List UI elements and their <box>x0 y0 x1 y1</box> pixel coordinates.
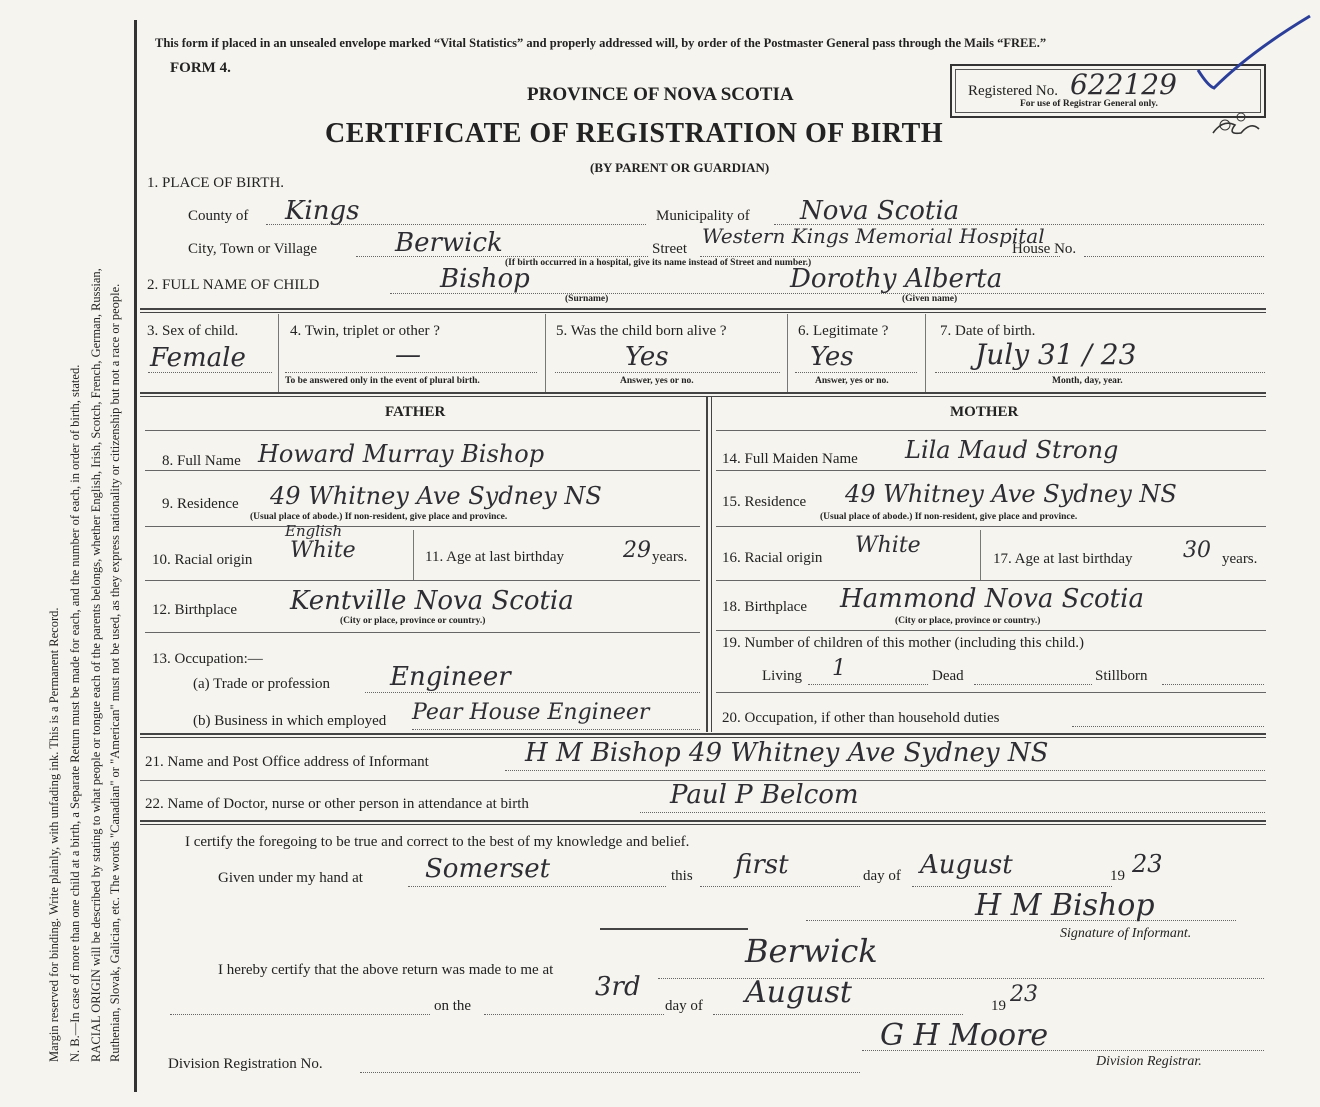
division-registrar-label: Division Registrar. <box>1096 1054 1202 1069</box>
mother-birthplace-note: (City or place, province or country.) <box>895 616 1041 626</box>
registrar-year-suffix: 23 <box>1010 982 1038 1007</box>
given-name-note: (Given name) <box>902 294 958 304</box>
certify-day: first <box>735 850 789 880</box>
registrar-note: For use of Registrar General only. <box>1020 99 1158 109</box>
business-value: Pear House Engineer <box>412 700 650 725</box>
given-label: Given under my hand at <box>218 870 363 886</box>
house-number-label: House No. <box>1012 241 1077 257</box>
mother-heading: MOTHER <box>950 404 1019 420</box>
mother-residence-value: 49 Whitney Ave Sydney NS <box>845 480 1177 508</box>
on-the-label: on the <box>434 998 472 1014</box>
certify-year-suffix: 23 <box>1132 850 1163 878</box>
twin-value: — <box>395 340 421 370</box>
living-label: Living <box>762 668 802 684</box>
surname-note: (Surname) <box>565 294 609 304</box>
certify-statement: I certify the foregoing to be true and correct to the best of my knowledge and belief. <box>185 834 690 850</box>
margin-rule <box>134 20 137 1092</box>
trade-value: Engineer <box>390 662 511 692</box>
mother-name-value: Lila Maud Strong <box>905 436 1119 464</box>
father-age-unit: years. <box>652 549 688 565</box>
sex-value: Female <box>150 343 246 373</box>
father-name-value: Howard Murray Bishop <box>258 440 545 468</box>
business-label: (b) Business in which employed <box>193 713 387 729</box>
municipality-label: Municipality of <box>656 208 750 224</box>
father-age-label: 11. Age at last birthday <box>425 549 564 565</box>
registrar-statement: I hereby certify that the above return was made to me at <box>218 962 554 978</box>
registrar-place: Berwick <box>745 932 878 970</box>
this-label: this <box>671 868 693 884</box>
binding-margin <box>0 0 135 1107</box>
mother-birthplace-value: Hammond Nova Scotia <box>840 584 1144 614</box>
mother-occupation-label: 20. Occupation, if other than household duties <box>722 710 1000 726</box>
father-residence-label: 9. Residence <box>162 496 239 512</box>
doctor-value: Paul P Belcom <box>670 780 859 810</box>
legitimate-note: Answer, yes or no. <box>815 376 889 386</box>
form-number: FORM 4. <box>170 60 231 76</box>
page-subtitle: (BY PARENT OR GUARDIAN) <box>590 160 770 175</box>
county-value: Kings <box>285 196 360 226</box>
hospital-note: (If birth occurred in a hospital, give its name instead of Street and number.) <box>505 258 812 268</box>
mail-notice: This form if placed in an unsealed envelope marked “Vital Statistics” and properly addressed will, by order of the Postmaster General pass through the Mails “FREE.” <box>155 36 1047 50</box>
father-race-value: White <box>290 538 356 563</box>
child-name-label: 2. FULL NAME OF CHILD <box>147 277 320 293</box>
informant-label: 21. Name and Post Office address of Informant <box>145 754 429 770</box>
living-value: 1 <box>832 656 846 681</box>
county-label: County of <box>188 208 249 224</box>
alive-value: Yes <box>625 342 669 372</box>
given-place: Somerset <box>425 854 551 884</box>
registrar-month: August <box>745 975 852 1010</box>
registrar-signature: G H Moore <box>880 1018 1049 1053</box>
father-residence-value: 49 Whitney Ave Sydney NS <box>270 482 602 510</box>
father-birthplace-note: (City or place, province or country.) <box>340 616 486 626</box>
mother-race-value: White <box>855 533 921 558</box>
informant-signature: H M Bishop <box>975 888 1155 923</box>
dead-label: Dead <box>932 668 964 684</box>
father-residence-note: (Usual place of abode.) If non-resident, give place and province. <box>250 512 508 522</box>
trade-label: (a) Trade or profession <box>193 676 331 692</box>
stillborn-label: Stillborn <box>1095 668 1148 684</box>
street-value: Western Kings Memorial Hospital <box>702 224 1045 248</box>
registered-label: Registered No. <box>968 83 1058 99</box>
informant-value: H M Bishop 49 Whitney Ave Sydney NS <box>525 738 1049 768</box>
father-race-extra: English <box>285 522 343 540</box>
father-age-value: 29 <box>623 538 651 563</box>
signature-label: Signature of Informant. <box>1060 926 1192 941</box>
child-surname: Bishop <box>440 264 530 294</box>
mother-residence-note: (Usual place of abode.) If non-resident, give place and province. <box>820 512 1078 522</box>
margin-note-racial-origin: RACIAL ORIGIN will be described by stating to what people or tongue each of the parents belongs, whether English, Irish, Scotch, French, German, Russian, <box>89 268 103 1062</box>
mother-age-value: 30 <box>1183 538 1211 563</box>
alive-note: Answer, yes or no. <box>620 376 694 386</box>
sex-label: 3. Sex of child. <box>147 323 239 339</box>
legitimate-label: 6. Legitimate ? <box>798 323 889 339</box>
registered-number: 622129 <box>1070 68 1177 101</box>
father-birthplace-value: Kentville Nova Scotia <box>290 586 574 616</box>
mother-age-unit: years. <box>1222 551 1258 567</box>
dob-note: Month, day, year. <box>1052 376 1123 386</box>
registrar-day: 3rd <box>595 972 641 1002</box>
certify-dayof-label: day of <box>863 868 901 884</box>
doctor-label: 22. Name of Doctor, nurse or other person in attendance at birth <box>145 796 529 812</box>
street-label: Street <box>652 241 687 257</box>
ink-stamp-icon <box>1205 95 1265 140</box>
registrar-dayof-label: day of <box>665 998 703 1014</box>
city-label: City, Town or Village <box>188 241 318 257</box>
page-title: CERTIFICATE OF REGISTRATION OF BIRTH <box>325 118 944 149</box>
city-value: Berwick <box>395 228 503 258</box>
mother-residence-label: 15. Residence <box>722 494 807 510</box>
twin-note: To be answered only in the event of plural birth. <box>285 376 480 386</box>
children-count-label: 19. Number of children of this mother (including this child.) <box>722 635 1085 651</box>
legitimate-value: Yes <box>810 342 854 372</box>
certify-year-prefix: 19 <box>1110 868 1125 884</box>
mother-age-label: 17. Age at last birthday <box>993 551 1133 567</box>
margin-note-binding: Margin reserved for binding. Write plainly, with unfading ink. This is a Permanent Record. <box>47 607 61 1062</box>
margin-note-multiple-births: N. B.—In case of more than one child at a birth, a Separate Return must be made for each, and the number of each, in order of birth, stated. <box>68 364 82 1062</box>
check-mark-icon <box>1190 12 1315 92</box>
alive-label: 5. Was the child born alive ? <box>556 323 727 339</box>
division-registration-label: Division Registration No. <box>168 1056 323 1072</box>
father-occupation-label: 13. Occupation:— <box>152 651 263 667</box>
father-name-label: 8. Full Name <box>162 453 241 469</box>
margin-note-racial-origin-cont: Ruthenian, Slovak, Galician, etc. The words "Canadian" or "American" must not be used, as they express nationality or citizenship but not a race or people. <box>108 283 122 1062</box>
father-birthplace-label: 12. Birthplace <box>152 602 237 618</box>
twin-label: 4. Twin, triplet or other ? <box>290 323 440 339</box>
child-given-name: Dorothy Alberta <box>790 264 1003 294</box>
mother-name-label: 14. Full Maiden Name <box>722 451 858 467</box>
mother-race-label: 16. Racial origin <box>722 550 823 566</box>
mother-birthplace-label: 18. Birthplace <box>722 599 807 615</box>
dob-label: 7. Date of birth. <box>940 323 1036 339</box>
registrar-year-prefix: 19 <box>991 998 1006 1014</box>
father-race-label: 10. Racial origin <box>152 552 253 568</box>
certify-month: August <box>920 850 1013 880</box>
place-of-birth-heading: 1. PLACE OF BIRTH. <box>147 175 285 191</box>
dob-value: July 31 / 23 <box>975 338 1137 371</box>
municipality-value: Nova Scotia <box>800 196 960 226</box>
province-heading: PROVINCE OF NOVA SCOTIA <box>527 84 794 105</box>
father-heading: FATHER <box>385 404 446 420</box>
